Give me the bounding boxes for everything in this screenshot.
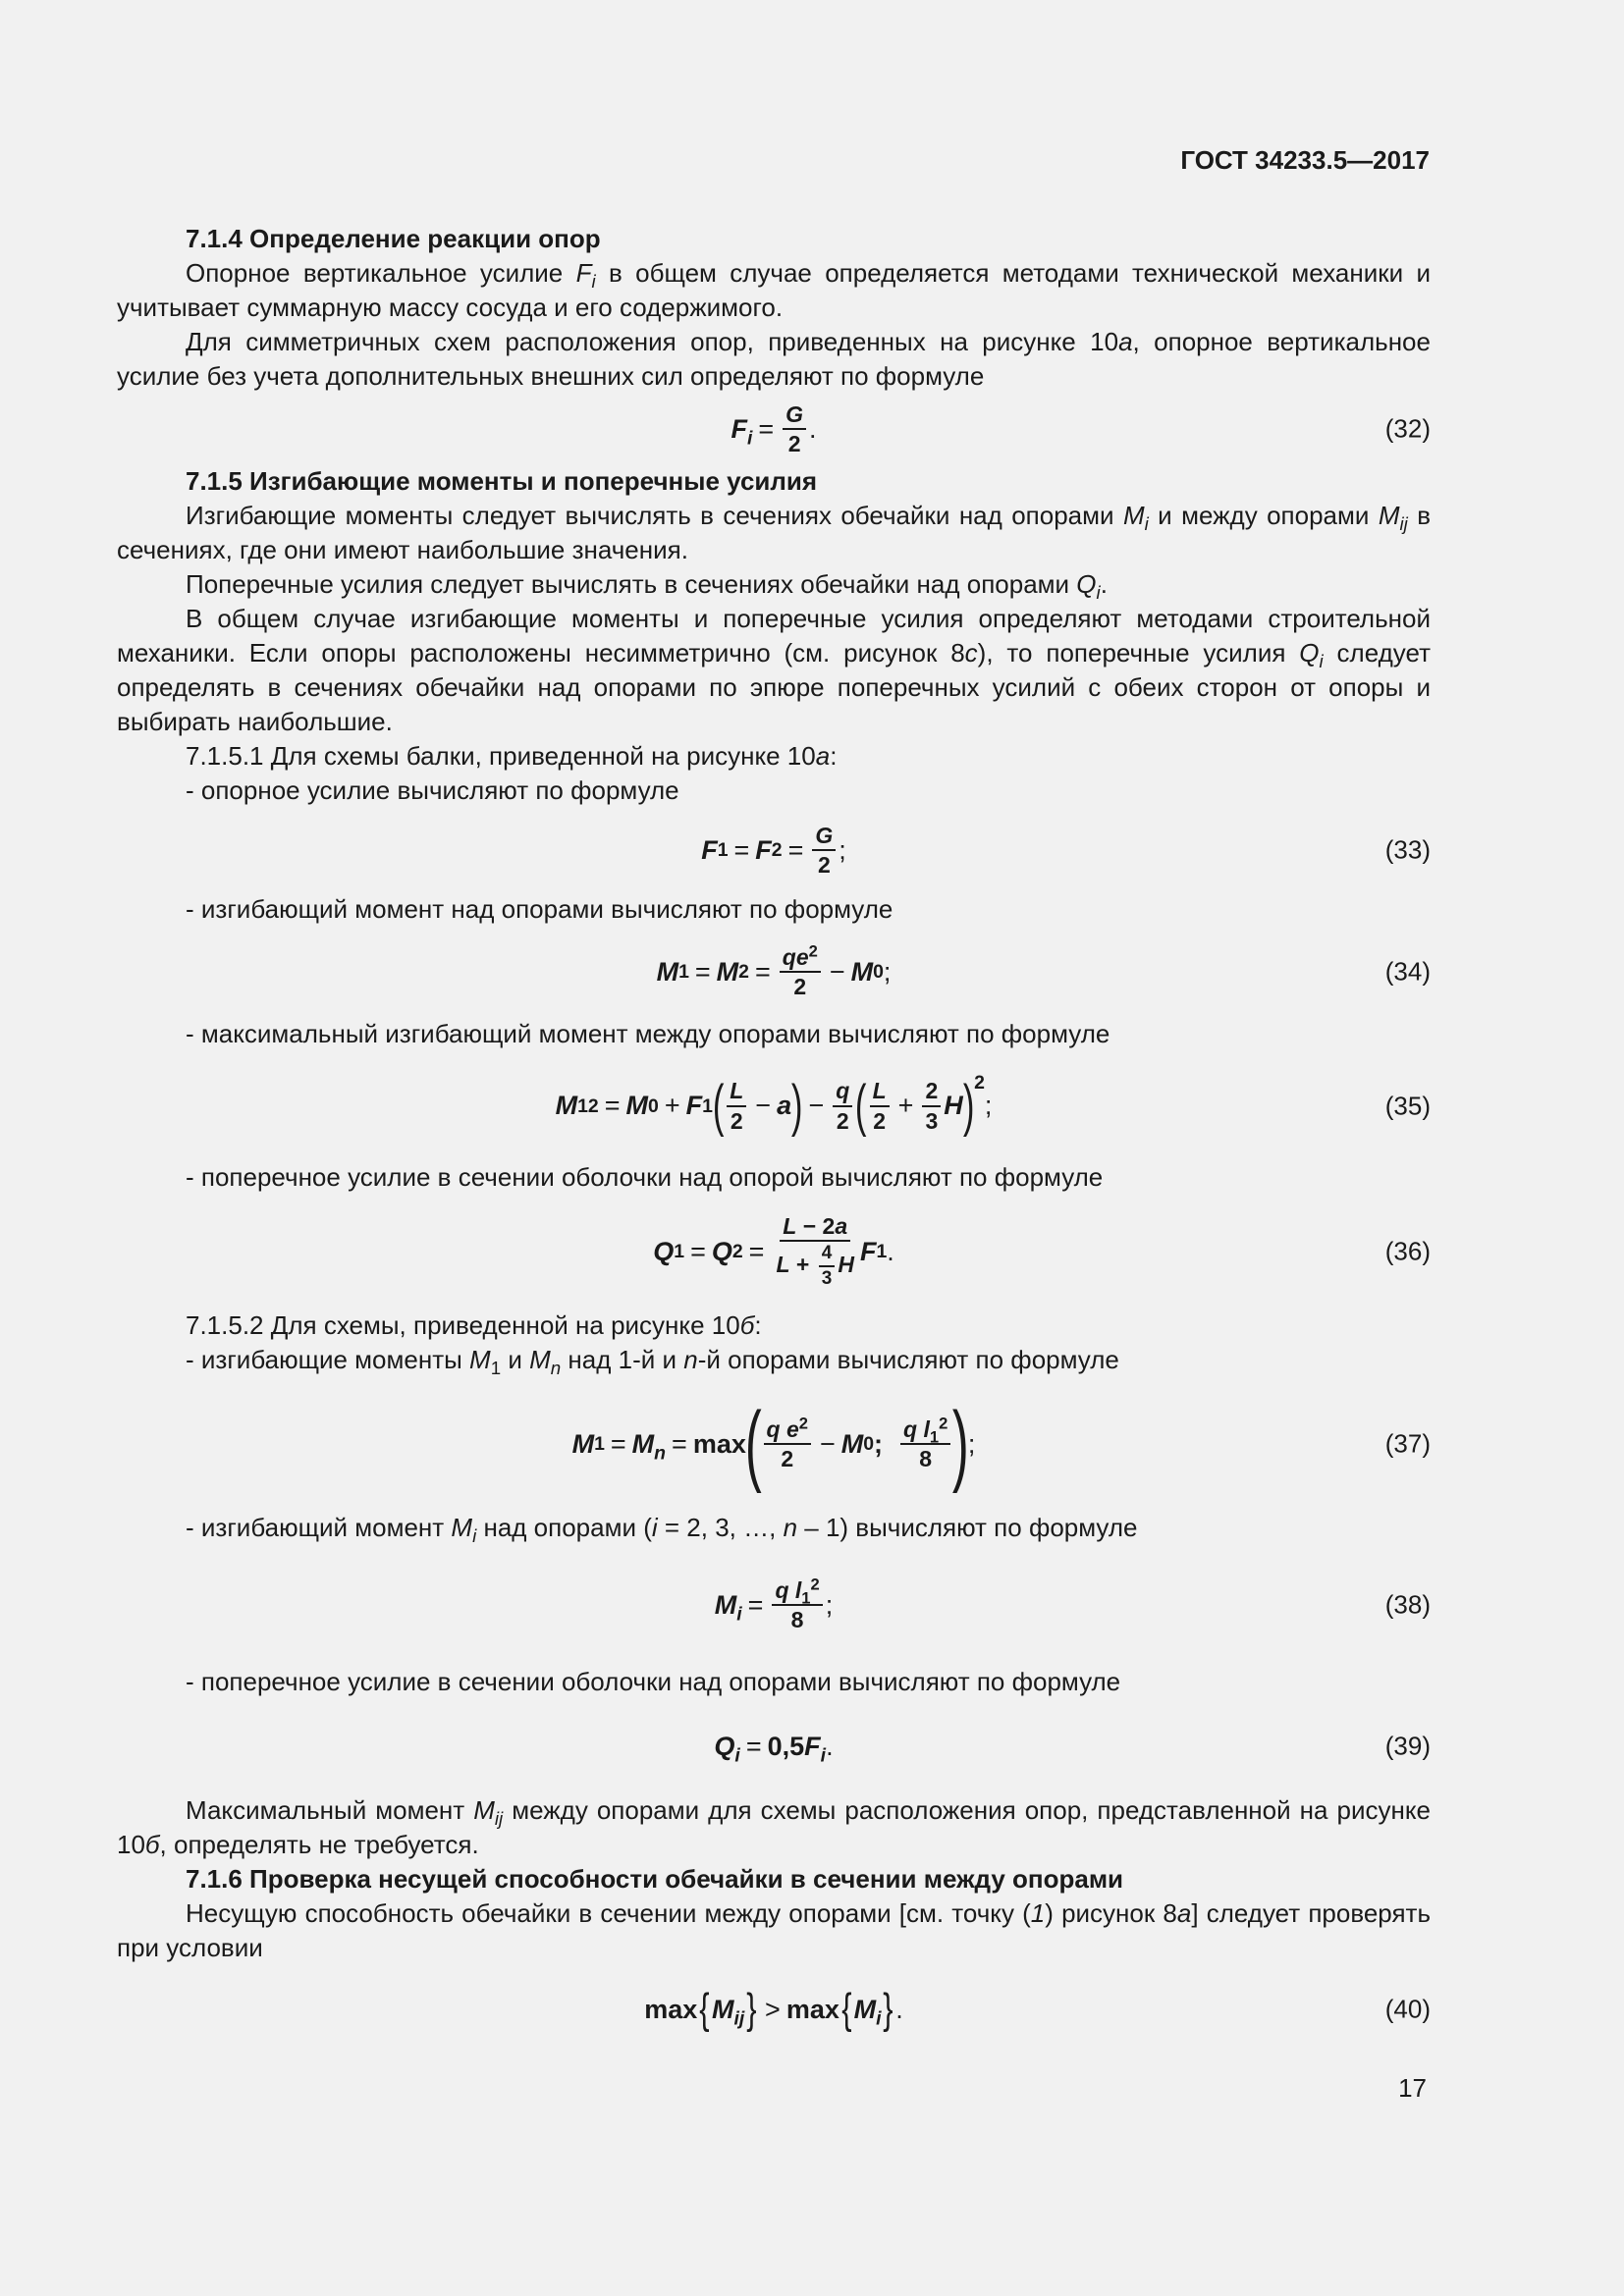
standard-header: ГОСТ 34233.5—2017	[1180, 145, 1430, 175]
paragraph: Опорное вертикальное усилие $F_i$ в общем случае определяется методами технической механики и учитывает суммарную массу сосуда и его содержимого.	[117, 258, 1431, 322]
heading-7-1-6: 7.1.6 Проверка несущей способности обечайки в сечении между опорами	[186, 1864, 1124, 1894]
page-content	[117, 222, 1431, 2054]
list-item: - опорное усилие вычисляют по формуле	[186, 775, 679, 805]
heading-7-1-5: 7.1.5 Изгибающие моменты и поперечные усилия	[186, 466, 818, 496]
formula-34: M 1 = M 2 = $\frac{qe^2}{2}$ − M 0 ; (34)	[656, 940, 1431, 999]
paragraph: Поперечные усилия следует вычислять в сечениях обечайки над опорами $Q_i$.	[186, 569, 1108, 604]
formula-36: Q 1 = Q 2 = L − 2a L + $\frac{4}{3}$ H F 1 . (36)	[653, 1212, 1431, 1290]
paragraph: В общем случае изгибающие моменты и поперечные усилия определяют методами строительной механики. Если опоры расположены несимметрично (см. рисунок 8с), то поперечные усилия $Q_i$ следует определять в сечениях обечайки над опорами по эпюре поперечных усилий с обеих сторон от опоры и выбирать наибольшие.	[117, 604, 1431, 736]
formula-33: F 1 = F 2 = $\frac{G}{2}$ ; (33)	[701, 822, 1431, 878]
heading-7-1-4: 7.1.4 Определение реакции опор	[186, 224, 601, 253]
formula-37: M 1 = $M_n$ = max ( $\frac{q e^2}{2}$ − M 0 ; $\frac{q l_1^2}{8}$ ) ; (37)	[571, 1394, 1431, 1494]
paragraph: 7.1.5.1 Для схемы балки, приведенной на рисунке 10а:	[186, 741, 838, 771]
paragraph: Максимальный момент $M_{ij}$ между опорами для схемы расположения опор, представленной на рисунке 10б, определять не требуется.	[117, 1795, 1431, 1859]
formula-35: M 12 = M 0 + F 1 ( $\frac{L}{2}$ − a ) − $\frac{q}{2}$ ( $\frac{L}{2}$ + $\frac{2}{3}$ H ) $^2$ ; (35)	[555, 1071, 1431, 1138]
paragraph: Изгибающие моменты следует вычислять в сечениях обечайки над опорами $M_i$ и между опорами $M_{ij}$ в сечениях, где они имеют наибольшие значения.	[117, 501, 1432, 564]
list-item: - изгибающий момент над опорами вычисляют по формуле	[186, 894, 893, 924]
list-item: - максимальный изгибающий момент между опорами вычисляют по формуле	[186, 1019, 1110, 1048]
list-item: - изгибающие моменты $M_1$ и $M_n$ над 1-й и n-й опорами вычисляют по формуле	[186, 1345, 1119, 1379]
list-item: - поперечное усилие в сечении оболочки над опорами вычисляют по формуле	[186, 1667, 1121, 1696]
paragraph: 7.1.5.2 Для схемы, приведенной на рисунке 10б:	[186, 1310, 762, 1340]
list-item: - изгибающий момент $M_i$ над опорами (i = 2, 3, …, n – 1) вычисляют по формуле	[186, 1513, 1138, 1547]
formula-32: $F_i$ = $\frac{G}{2}$ . (32)	[731, 400, 1431, 456]
formula-40: max { $M_{ij}$ } > max { $M_i$ } . (40)	[644, 1985, 1431, 2033]
formula-38: $M_i$ = $\frac{q l_1^2}{8}$ ; (38)	[714, 1574, 1431, 1632]
list-item: - поперечное усилие в сечении оболочки над опорой вычисляют по формуле	[186, 1162, 1104, 1192]
paragraph: Для симметричных схем расположения опор, приведенных на рисунке 10а, опорное вертикальное усилие без учета дополнительных внешних сил определяют по формуле	[117, 327, 1431, 391]
formula-39: $Q_i$ = 0,5 $F_i$ . (39)	[714, 1731, 1431, 1766]
paragraph: Несущую способность обечайки в сечении между опорами [см. точку (1) рисунок 8а] следует проверять при условии	[117, 1898, 1431, 1962]
page-number: 17	[1398, 2073, 1427, 2103]
